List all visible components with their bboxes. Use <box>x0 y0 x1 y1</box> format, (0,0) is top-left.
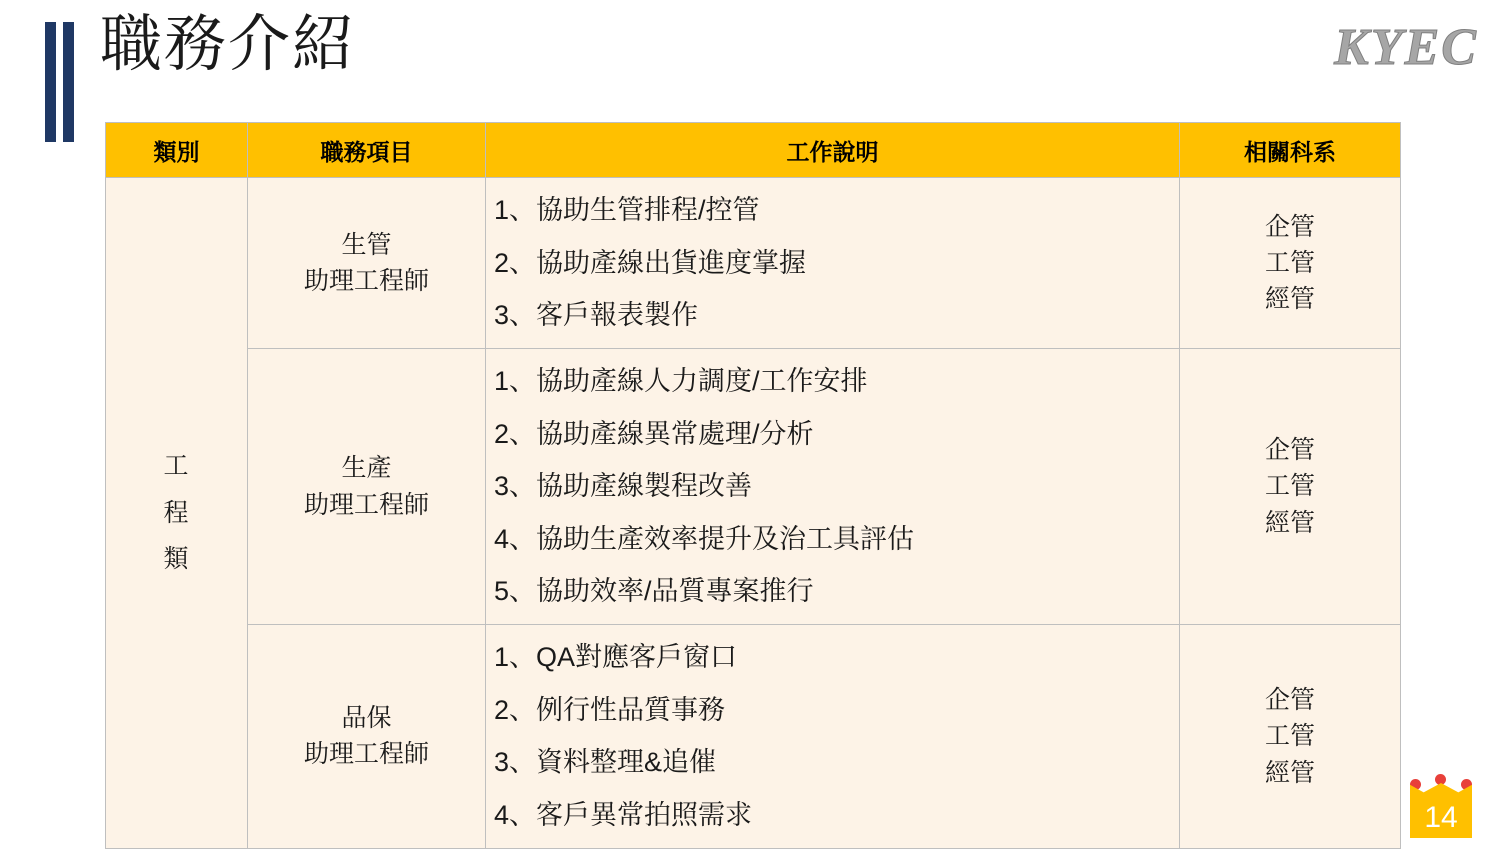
role-line: 助理工程師 <box>303 740 429 769</box>
description-cell <box>486 178 1180 349</box>
description-item: 3、協助產線製程改善 <box>494 471 753 502</box>
role-cell <box>248 178 486 349</box>
department-line: 經管 <box>1264 508 1315 537</box>
job-table-container <box>105 122 1400 849</box>
page-title: 職務介紹 <box>100 10 357 79</box>
category-char: 工 <box>163 452 190 481</box>
role-line: 生產 <box>341 454 392 483</box>
description-item: 2、協助產線出貨進度掌握 <box>494 247 807 278</box>
department-line: 工管 <box>1264 472 1315 501</box>
department-line: 工管 <box>1264 722 1315 751</box>
table-row <box>106 625 1401 849</box>
header-category: 類別 <box>106 123 248 178</box>
department-line: 經管 <box>1264 758 1315 787</box>
description-item: 1、協助生管排程/控管 <box>494 195 760 225</box>
header-job-description: 工作說明 <box>486 123 1180 178</box>
category-cell <box>106 178 248 849</box>
description-item: 2、例行性品質事務 <box>494 694 726 725</box>
department-line: 企管 <box>1264 686 1315 715</box>
kyec-logo: KYEC <box>1334 19 1478 76</box>
description-item: 3、客戶報表製作 <box>494 300 699 331</box>
description-cell <box>486 625 1180 849</box>
description-item: 4、協助生產效率提升及治工具評估 <box>494 523 915 554</box>
description-item: 1、QA對應客戶窗口 <box>494 642 738 673</box>
title-accent-bars <box>45 22 83 142</box>
crown-icon <box>1410 774 1472 800</box>
accent-bar-1 <box>45 22 56 142</box>
table-row <box>106 178 1401 349</box>
page-number: 14 <box>1424 801 1458 834</box>
description-item: 1、協助產線人力調度/工作安排 <box>494 365 868 396</box>
table-header-row <box>106 123 1401 178</box>
category-char: 類 <box>163 544 190 573</box>
page-number-badge <box>1404 774 1478 838</box>
role-line: 品保 <box>341 704 392 733</box>
departments-cell <box>1180 625 1401 849</box>
departments-cell <box>1180 178 1401 349</box>
role-cell <box>248 348 486 624</box>
page-number-box <box>1410 798 1472 838</box>
role-line: 助理工程師 <box>303 266 429 295</box>
departments-cell <box>1180 348 1401 624</box>
department-line: 企管 <box>1264 436 1315 465</box>
job-introduction-table <box>105 122 1401 849</box>
category-char: 程 <box>163 498 190 527</box>
description-item: 3、資料整理&追催 <box>494 747 717 778</box>
table-row <box>106 348 1401 624</box>
department-line: 經管 <box>1264 285 1315 314</box>
description-item: 5、協助效率/品質專案推行 <box>494 576 814 607</box>
department-line: 企管 <box>1264 212 1315 241</box>
role-cell <box>248 625 486 849</box>
header-job-item: 職務項目 <box>248 123 486 178</box>
accent-bar-2 <box>63 22 74 142</box>
header-related-majors: 相關科系 <box>1180 123 1401 178</box>
role-line: 助理工程師 <box>303 490 429 519</box>
description-cell <box>486 348 1180 624</box>
description-item: 4、客戶異常拍照需求 <box>494 800 753 831</box>
description-item: 2、協助產線異常處理/分析 <box>494 418 814 449</box>
role-line: 生管 <box>341 230 392 259</box>
department-line: 工管 <box>1264 248 1315 277</box>
